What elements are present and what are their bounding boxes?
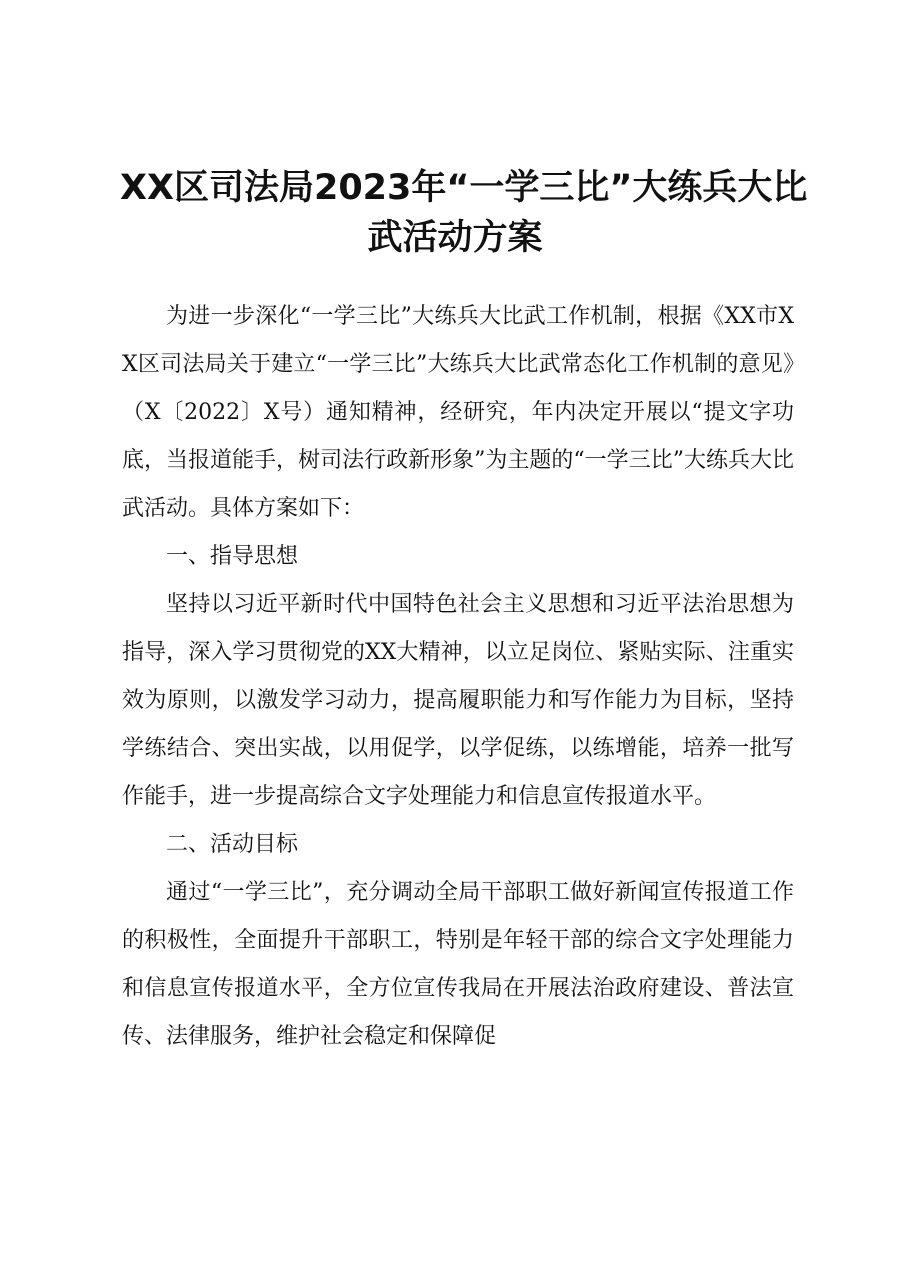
intro-paragraph: 为进一步深化“一学三比”大练兵大比武工作机制，根据《XX市XX区司法局关于建立“一学三比”大练兵大比武常态化工作机制的意见》（X〔2022〕X号）通知精神，经研究，年内决定开展以“提文字功底，当报道能手，树司法行政新形象”为主题的“一学三比”大练兵大比武活动。具体方案如下：	[122, 304, 794, 521]
document-title	[120, 163, 808, 263]
section-1-paragraph: 坚持以习近平新时代中国特色社会主义思想和习近平法治思想为指导，深入学习贯彻党的XX大精神，以立足岗位、紧贴实际、注重实效为原则，以激发学习动力，提高履职能力和写作能力为目标，坚持学练结合、突出实战，以用促学，以学促练，以练增能，培养一批写作能手，进一步提高综合文字处理能力和信息宣传报道水平。	[122, 592, 794, 809]
title-line-1: XX区司法局2023年“一学三比”大练兵大比	[120, 168, 808, 208]
document-body	[122, 293, 794, 1061]
section-2-paragraph: 通过“一学三比”，充分调动全局干部职工做好新闻宣传报道工作的积极性，全面提升干部职工，特别是年轻干部的综合文字处理能力和信息宣传报道水平，全方位宣传我局在开展法治政府建设、普法宣传、法律服务，维护社会稳定和保障促	[122, 880, 794, 1049]
section-2-heading: 二、活动目标	[166, 832, 299, 857]
section-1-heading: 一、指导思想	[166, 544, 299, 569]
title-line-2: 武活动方案	[367, 218, 543, 258]
